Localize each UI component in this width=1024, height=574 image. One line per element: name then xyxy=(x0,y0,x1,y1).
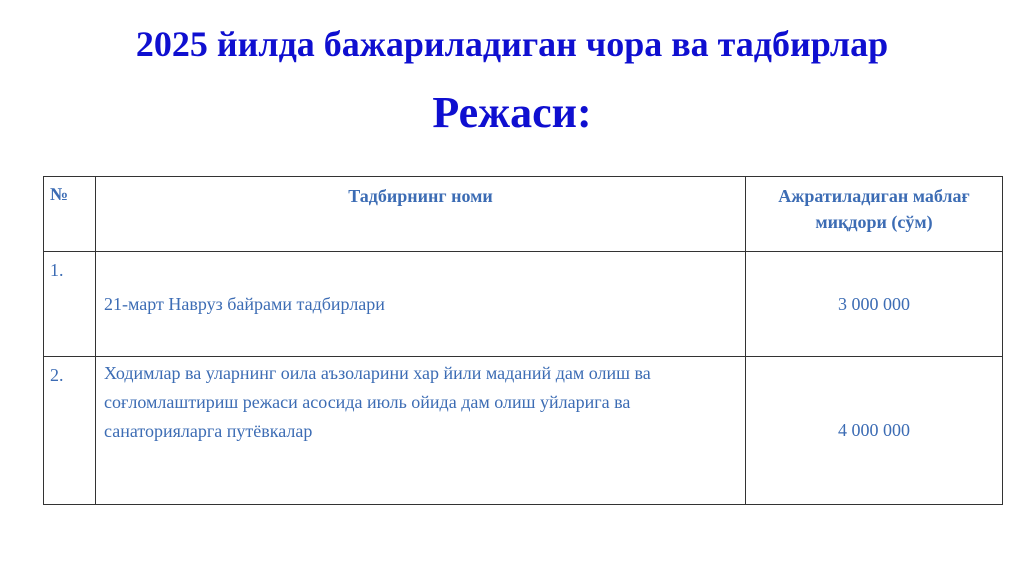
row-event-name: Ходимлар ва уларнинг оила аъзоларини хар йили маданий дам олиш ва соғломлаштириш режаси асосида июль ойида дам олиш уйларига ва санаторияларга путёвкалар xyxy=(96,357,746,505)
row-number: 2. xyxy=(44,357,96,505)
plan-table xyxy=(43,176,1003,505)
page-subtitle: Режаси: xyxy=(432,88,592,137)
header-amount: Ажратиладиган маблағ миқдори (сўм) xyxy=(746,177,1003,252)
header-number: № xyxy=(44,177,96,252)
row-amount: 4 000 000 xyxy=(746,357,1003,505)
row-amount: 3 000 000 xyxy=(746,252,1003,357)
header-event-name: Тадбирнинг номи xyxy=(96,177,746,252)
page-title: 2025 йилда бажариладиган чора ва тадбирлар xyxy=(135,24,889,64)
row-event-name: 21-март Навруз байрами тадбирлари xyxy=(96,252,746,357)
table-row xyxy=(44,357,1003,505)
row-number: 1. xyxy=(44,252,96,357)
table-row xyxy=(44,252,1003,357)
table-header-row xyxy=(44,177,1003,252)
